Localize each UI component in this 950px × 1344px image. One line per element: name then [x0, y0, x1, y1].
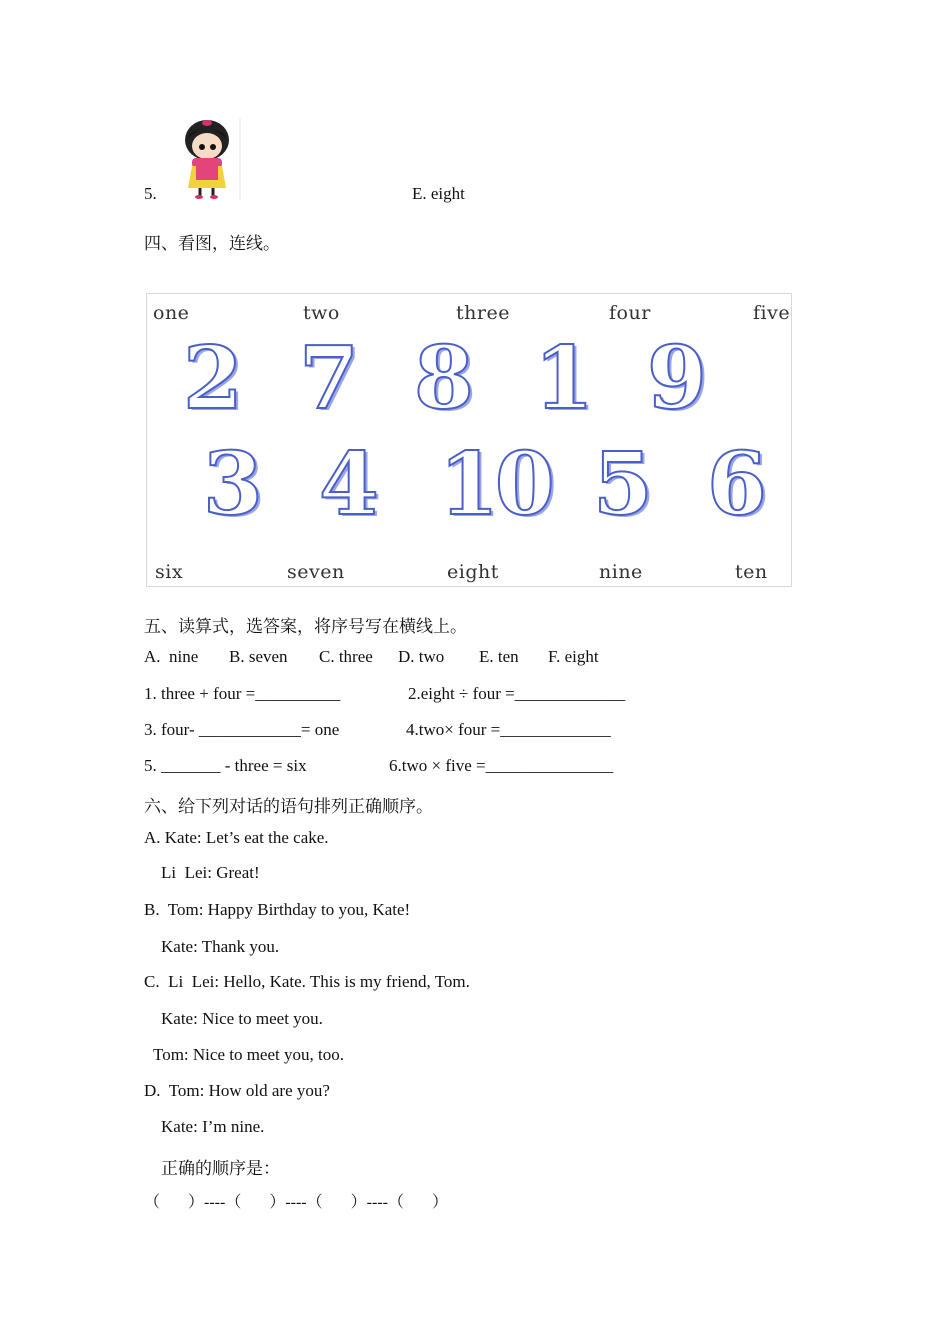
dialogue-a-line2: Li Lei: Great!: [161, 863, 260, 882]
option-e-eight: E. eight: [412, 184, 465, 203]
answer-option-e: E. ten: [479, 647, 519, 666]
section6-title: 六、给下列对话的语句排列正确顺序。: [144, 797, 433, 816]
word-one: one: [153, 302, 190, 324]
section4-title: 四、看图，连线。: [144, 234, 280, 253]
equation-5: 5. _______ - three = six: [144, 756, 307, 775]
word-nine: nine: [599, 561, 643, 583]
word-two: two: [303, 302, 340, 324]
dialogue-c-line1: C. Li Lei: Hello, Kate. This is my friend, Tom.: [144, 972, 470, 991]
answer-option-b: B. seven: [229, 647, 288, 666]
number-5: 5: [593, 434, 649, 535]
word-four: four: [609, 302, 651, 324]
answer-blanks: （ ）----（ ）----（ ）----（ ）: [144, 1194, 448, 1211]
answer-option-c: C. three: [319, 647, 373, 666]
answer-option-d: D. two: [398, 647, 445, 666]
word-seven: seven: [287, 561, 345, 583]
number-6: 6: [707, 434, 763, 535]
number-7: 7: [299, 328, 355, 429]
number-3: 3: [203, 434, 259, 535]
word-ten: ten: [735, 561, 768, 583]
answer-option-f: F. eight: [548, 647, 599, 666]
word-three: three: [456, 302, 510, 324]
equation-4: 4.two× four =_____________: [406, 720, 611, 739]
number-4: 4: [319, 434, 375, 535]
answer-label: 正确的顺序是：: [161, 1159, 280, 1178]
dialogue-d-line1: D. Tom: How old are you?: [144, 1081, 330, 1100]
item-number: 5.: [144, 184, 157, 203]
number-10: 10: [439, 434, 551, 535]
dialogue-d-line2: Kate: I’m nine.: [161, 1117, 265, 1136]
word-eight: eight: [447, 561, 499, 583]
word-five: five: [753, 302, 791, 324]
number-2: 2: [183, 328, 239, 429]
number-1: 1: [534, 328, 590, 429]
answer-option-a: A. nine: [144, 647, 199, 666]
matching-figure: [146, 293, 792, 587]
number-9: 9: [647, 328, 703, 429]
dialogue-c-line2: Kate: Nice to meet you.: [161, 1009, 323, 1028]
dialogue-a-line1: A. Kate: Let’s eat the cake.: [144, 828, 329, 847]
section5-title: 五、读算式，选答案，将序号写在横线上。: [144, 617, 467, 636]
dialogue-c-line3: Tom: Nice to meet you, too.: [153, 1045, 344, 1064]
dialogue-b-line1: B. Tom: Happy Birthday to you, Kate!: [144, 900, 411, 919]
equation-6: 6.two × five =_______________: [389, 756, 614, 775]
word-six: six: [155, 561, 184, 583]
dialogue-b-line2: Kate: Thank you.: [161, 937, 280, 956]
equation-3: 3. four- ____________= one: [144, 720, 340, 739]
equation-2: 2.eight ÷ four =_____________: [408, 684, 626, 703]
equation-1: 1. three + four =__________: [144, 684, 341, 703]
girl-illustration: [180, 116, 242, 200]
number-8: 8: [414, 328, 470, 429]
